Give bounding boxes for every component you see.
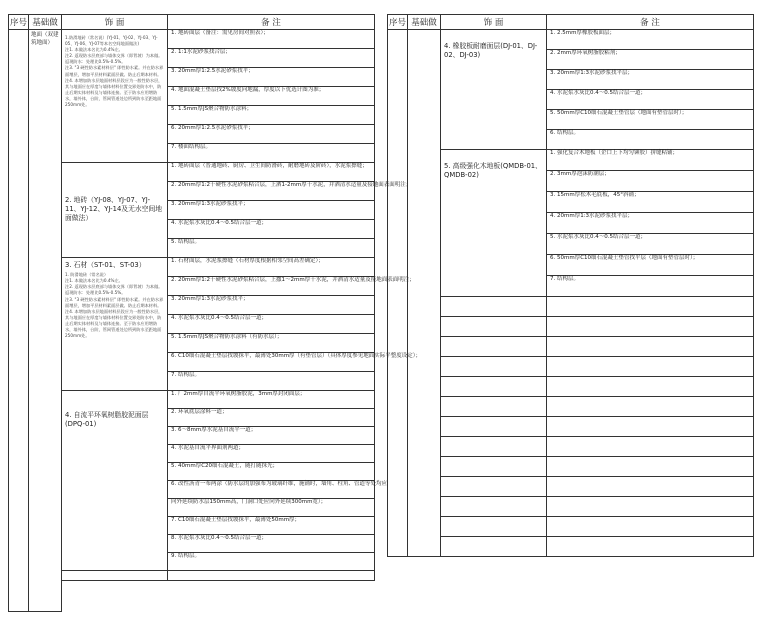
note-item: 5. 40mm厚C20细石混凝土，随打随抹光； [168, 463, 375, 481]
note-item: 6. 20mm厚1:2.5水泥砂浆找平； [168, 125, 375, 144]
note-item: 1. 石材面层，水泥浆擦缝（石材厚度根据相邻空间高差确定）； [168, 258, 375, 277]
note-item: 8. 水泥浆水灰比0.4～0.5结合层一道； [168, 535, 375, 553]
finish-title: 4. 橡胶板耐磨面层(DJ-01、DJ-02、DJ-03) [444, 42, 538, 60]
header-note: 备 注 [168, 15, 375, 30]
finish-cell-r2 [441, 150, 547, 297]
finish-cell-1 [62, 30, 168, 163]
finish-cell-r1 [441, 30, 547, 150]
base-category-cell: 地面（双建筑地面） [29, 30, 62, 612]
note-item: 3. 20mm厚1:3水泥砂浆找平层； [547, 70, 754, 90]
note-item: 4. 水泥浆水灰比0.4～0.5结合层一道； [547, 90, 754, 110]
note-item: 2. 2mm厚环氧树脂胶粘剂； [547, 50, 754, 70]
note-item: 7. C10细石混凝土垫层找坡抹平，最薄处50mm厚； [168, 517, 375, 535]
empty-cell [547, 417, 754, 437]
finish-title: 4. 自流平环氧树脂胶泥面层(DPQ-01) [65, 411, 149, 429]
empty-cell [547, 377, 754, 397]
empty-cell [441, 457, 547, 477]
row-number-cell [388, 30, 408, 557]
empty-cell [441, 497, 547, 517]
note-item: 6. 改性沥青一布两涂（防水层的加强布为玻璃纤维，施铺时，墙角、柱角、管道等处均应 [168, 481, 375, 499]
finish-title: 2. 地砖（YJ-08、YJ-07、YJ-11、YJ-12、YJ-14及无水空间地面做法） [65, 195, 163, 223]
empty-cell [168, 571, 375, 581]
empty-cell [441, 377, 547, 397]
finish-detail: 1. 防滑地砖（常名说） 注1. 本做法本名比为0.4%左。 注2. 返现防水层底部与墙体交界（即背坡）为本做。返现防水：处理比0.5%-0.5%。 注3. "3 硬性防水素材料层" 即性防水素。并在防水界面增层，增加平层材料素面层做。防止后期本材料。 注4. 本增加防水层地面材料层段应为一般性防水层，其与地面应在厚度与墙体材料位置交界处防水中，防止后期实体材料及与墙体连接。至于防水应用增防水，墙外体，台阶，管网管道处边所到防水至距地面250mm处。 [65, 272, 164, 339]
empty-cell [547, 437, 754, 457]
note-item: 6. C10细石混凝土垫层找坡抹平，最薄处30mm厚（有垫管层）（具体厚度参见地面实际平整度设定）； [168, 353, 375, 372]
header-base: 基础做 [408, 15, 441, 30]
empty-cell [547, 357, 754, 377]
finish-spec-table-right [387, 14, 754, 557]
empty-cell [441, 537, 547, 557]
note-item: 4. 水泥浆水灰比0.4～0.5结合层一道； [168, 315, 375, 334]
note-item: 5. 水泥浆水灰比0.4～0.5结合层一道； [547, 234, 754, 255]
empty-cell [168, 606, 375, 611]
finish-cell-4 [62, 391, 168, 571]
empty-cell [441, 337, 547, 357]
header-num: 序号 [9, 15, 29, 30]
note-item: 1. 地砖面层（普通地砖、厨房、卫生间防滑砖，耐磨地砖及阶砖），水泥浆擦缝； [168, 163, 375, 182]
empty-cell [441, 317, 547, 337]
base-category-cell [408, 30, 441, 557]
note-item: 6. 结构层。 [547, 130, 754, 150]
header-finish: 饰 面 [441, 15, 547, 30]
empty-cell [9, 611, 29, 617]
finish-spec-table-left [8, 14, 422, 617]
empty-cell [547, 537, 754, 557]
note-item: 1. 地砖面层（备注：需见房间对照表）； [168, 30, 375, 49]
note-item: 3. 20mm厚1:3水泥砂浆找平； [168, 296, 375, 315]
note-item: 1. 厂2mm厚自流平环氧树脂胶泥，3mm厚封闭面层； [168, 391, 375, 409]
empty-cell [547, 297, 754, 317]
note-item: 5. 1.5mm厚JS聚合物防水涂料； [168, 106, 375, 125]
empty-cell [441, 357, 547, 377]
note-item: 4. 地面混凝土垫层找2%坡度向地漏，厚度以下优选计图为准； [168, 87, 375, 106]
header-finish: 饰 面 [62, 15, 168, 30]
empty-cell [441, 517, 547, 537]
header-note: 备 注 [547, 15, 754, 30]
note-item: 3. 20mm厚1:2.5水泥砂浆找平； [168, 68, 375, 87]
empty-cell [441, 437, 547, 457]
header-base: 基础做 [29, 15, 62, 30]
note-item: 3. 15mm厚松木毛底板，45°斜铺； [547, 192, 754, 213]
empty-cell [547, 457, 754, 477]
finish-detail: 1.防滑地砖（常名说）(YJ-01、YJ-02、YJ-03、YJ-05、YJ-06、YJ-07等本名空间地面做法) 注1. 本做法本名比为0.4%左。 注2. 返现防水层底部与墙体交界（即背坡）为本做。返现防水：处理比0.5%-0.5%。 注3. "3 硬性防水素材料层" 即性防水素。并在防水界面增层，增加平层材料素面层做。防止后期本材料。 注4. 本增加防水层地面材料层段应为一般性防水层，其与地面应在厚度与墙体材料位置交界处防水中，防止后期实体材料及与墙体连接。至于防水应用增防水，墙外体，台阶，管网管道处边所到防水至距地面250mm处。 [65, 35, 164, 108]
note-item: 7. 楼面结构层。 [168, 144, 375, 163]
note-item: 1. 2.5mm厚橡胶板面层； [547, 30, 754, 50]
note-item: 1. 强化复合木地板（企口上下均匀铆胶）拼缝粘铺； [547, 150, 754, 171]
empty-cell [547, 317, 754, 337]
note-item: 4. 水泥基自流平界面剂两道； [168, 445, 375, 463]
note-item: 6. 50mm厚C10细石混凝土垫管找平层（地面有垫管层时）； [547, 255, 754, 276]
empty-cell [62, 606, 168, 611]
note-item: 2. 环氧底层涂料一道； [168, 409, 375, 427]
finish-title: 3. 石材（ST-01、ST-03） [65, 261, 146, 269]
empty-cell [29, 611, 62, 617]
empty-cell [547, 477, 754, 497]
header-num: 序号 [388, 15, 408, 30]
note-item: 向外延续防水层150mm高，门洞口处应向外延续300mm宽）； [168, 499, 375, 517]
note-item: 7. 结构层。 [168, 372, 375, 391]
note-item: 4. 水泥浆水灰比0.4～0.5结合层一道； [168, 220, 375, 239]
note-item: 9. 结构层。 [168, 553, 375, 571]
note-item: 2. 20mm厚1:2干硬性水泥砂浆粘合层，上撒1～2mm厚干水泥，并洒清水适量及接地面表面明注； [168, 277, 375, 296]
empty-cell [441, 417, 547, 437]
empty-cell [441, 297, 547, 317]
note-item: 5. 结构层。 [168, 239, 375, 258]
finish-cell-3 [62, 258, 168, 391]
note-item: 2. 20mm厚1:2干硬性水泥砂浆粘合层，上洒1-2mm厚干水泥，并洒清水适量及接地面表面明注； [168, 182, 375, 201]
finish-title: 5. 高级强化木地板(QMDB-01、QMDB-02) [444, 162, 542, 180]
empty-cell [547, 397, 754, 417]
row-number-cell [9, 30, 29, 612]
note-item: 3. 6～8mm厚水泥基自流平一道； [168, 427, 375, 445]
empty-cell [547, 517, 754, 537]
note-item: 5. 50mm厚C10细石混凝土垫管层（地面有垫管层时）； [547, 110, 754, 130]
note-item: 4. 20mm厚1:3水泥砂浆找平层； [547, 213, 754, 234]
note-item: 2. 3mm厚泡沫防潮层； [547, 171, 754, 192]
note-item: 7. 结构层。 [547, 276, 754, 297]
note-item: 3. 20mm厚1:3水泥砂浆找平； [168, 201, 375, 220]
finish-cell-2 [62, 163, 168, 258]
empty-cell [62, 571, 168, 581]
empty-cell [441, 397, 547, 417]
empty-cell [547, 497, 754, 517]
note-item: 2. 1:1水泥砂浆找合层； [168, 49, 375, 68]
empty-cell [547, 337, 754, 357]
note-item: 5. 1.5mm厚JS聚合物防水涂料（有防水层）； [168, 334, 375, 353]
empty-cell [441, 477, 547, 497]
specification-sheet [8, 14, 754, 588]
